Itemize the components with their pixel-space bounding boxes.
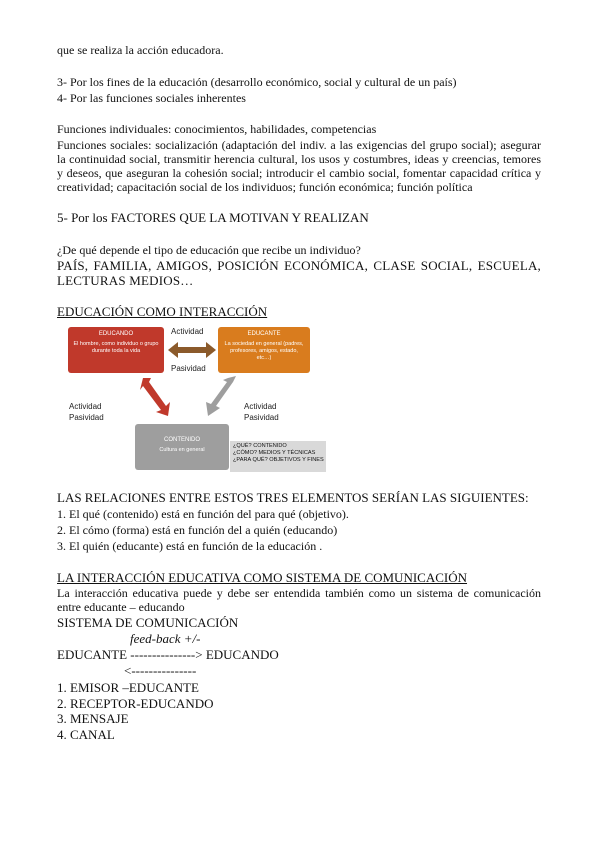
relation-item: 3. El quién (educante) está en función de la educación . [57, 539, 323, 553]
list-item: 4. CANAL [57, 727, 115, 742]
educando-title: EDUCANDO [98, 331, 134, 337]
educante-text: La sociedad en general (padres, profesores, amigos, estado, etc…) [224, 341, 304, 361]
label-pasividad-left: Pasividad [69, 413, 104, 422]
contenido-title: CONTENIDO [164, 437, 200, 443]
comunicacion-paragraph: La interacción educativa puede y debe ser entendida también como un sistema de comunicación entre educante – educando [57, 586, 541, 614]
list-item: 1. EMISOR –EDUCANTE [57, 680, 199, 695]
list-item: 3. MENSAJE [57, 711, 129, 726]
left-diagonal-arrow [140, 378, 170, 416]
list-item: 2. RECEPTOR-EDUCANDO [57, 696, 214, 711]
relation-item: 1. El qué (contenido) está en función del para qué (objetivo). [57, 507, 349, 521]
relations-heading: LAS RELACIONES ENTRE ESTOS TRES ELEMENTOS SERÍAN LAS SIGUIENTES: [57, 490, 529, 505]
factors-list: PAÍS, FAMILIA, AMIGOS, POSICIÓN ECONÓMICA, CLASE SOCIAL, ESCUELA, LECTURAS MEDIOS… [57, 258, 541, 288]
return-arrow: <--------------- [124, 663, 197, 678]
note-line: ¿CÓMO? MEDIOS Y TÉCNICAS [233, 450, 316, 457]
relation-item: 2. El cómo (forma) está en función del a quién (educando) [57, 523, 338, 537]
paragraph-funciones-sociales: Funciones sociales: socialización (adaptación del indiv. a las exigencias del grupo social); asegurar la continuidad social, transmitir herencia cultural, los usos y costumbres, ideas y creencias, temores y deseos, que aseguran la cohesión social; introducir el cambio social, fomentar capacidad crítica y creatividad; capacitación social de los individuos; función económica; función política [57, 138, 541, 194]
text-line: Funciones individuales: conocimientos, habilidades, competencias [57, 122, 377, 136]
horizontal-double-arrow [168, 342, 216, 358]
label-actividad-right: Actividad [244, 402, 277, 411]
interaction-diagram [58, 320, 328, 472]
sistema-heading: SISTEMA DE COMUNICACIÓN [57, 615, 239, 630]
text-line: 3- Por los fines de la educación (desarrollo económico, social y cultural de un país) [57, 75, 457, 89]
communication-flow: EDUCANTE ---------------> EDUCANDO [57, 647, 279, 662]
feedback-label: feed-back +/- [130, 631, 201, 646]
educante-title: EDUCANTE [247, 331, 281, 337]
note-line: ¿QUÉ? CONTENIDO [233, 443, 287, 449]
label-actividad-top: Actividad [171, 327, 204, 336]
text-line: que se realiza la acción educadora. [57, 43, 224, 57]
section-heading-interaccion: EDUCACIÓN COMO INTERACCIÓN [57, 304, 268, 319]
note-line: ¿PARA QUÉ? OBJETIVOS Y FINES [233, 457, 324, 464]
label-actividad-left: Actividad [69, 402, 102, 411]
contenido-text: Cultura en general [159, 447, 205, 453]
right-diagonal-arrow [206, 376, 236, 416]
questions-note [230, 441, 326, 472]
section-heading-comunicacion: LA INTERACCIÓN EDUCATIVA COMO SISTEMA DE COMUNICACIÓN [57, 570, 468, 585]
label-pasividad-right: Pasividad [244, 413, 279, 422]
educando-text: El hombre, como individuo o grupo durante toda la vida [73, 341, 159, 354]
section-heading-factores: 5- Por los FACTORES QUE LA MOTIVAN Y REALIZAN [57, 210, 369, 225]
text-line: 4- Por las funciones sociales inherentes [57, 91, 246, 105]
label-pasividad-top: Pasividad [171, 364, 206, 373]
question-line: ¿De qué depende el tipo de educación que recibe un individuo? [57, 243, 361, 257]
